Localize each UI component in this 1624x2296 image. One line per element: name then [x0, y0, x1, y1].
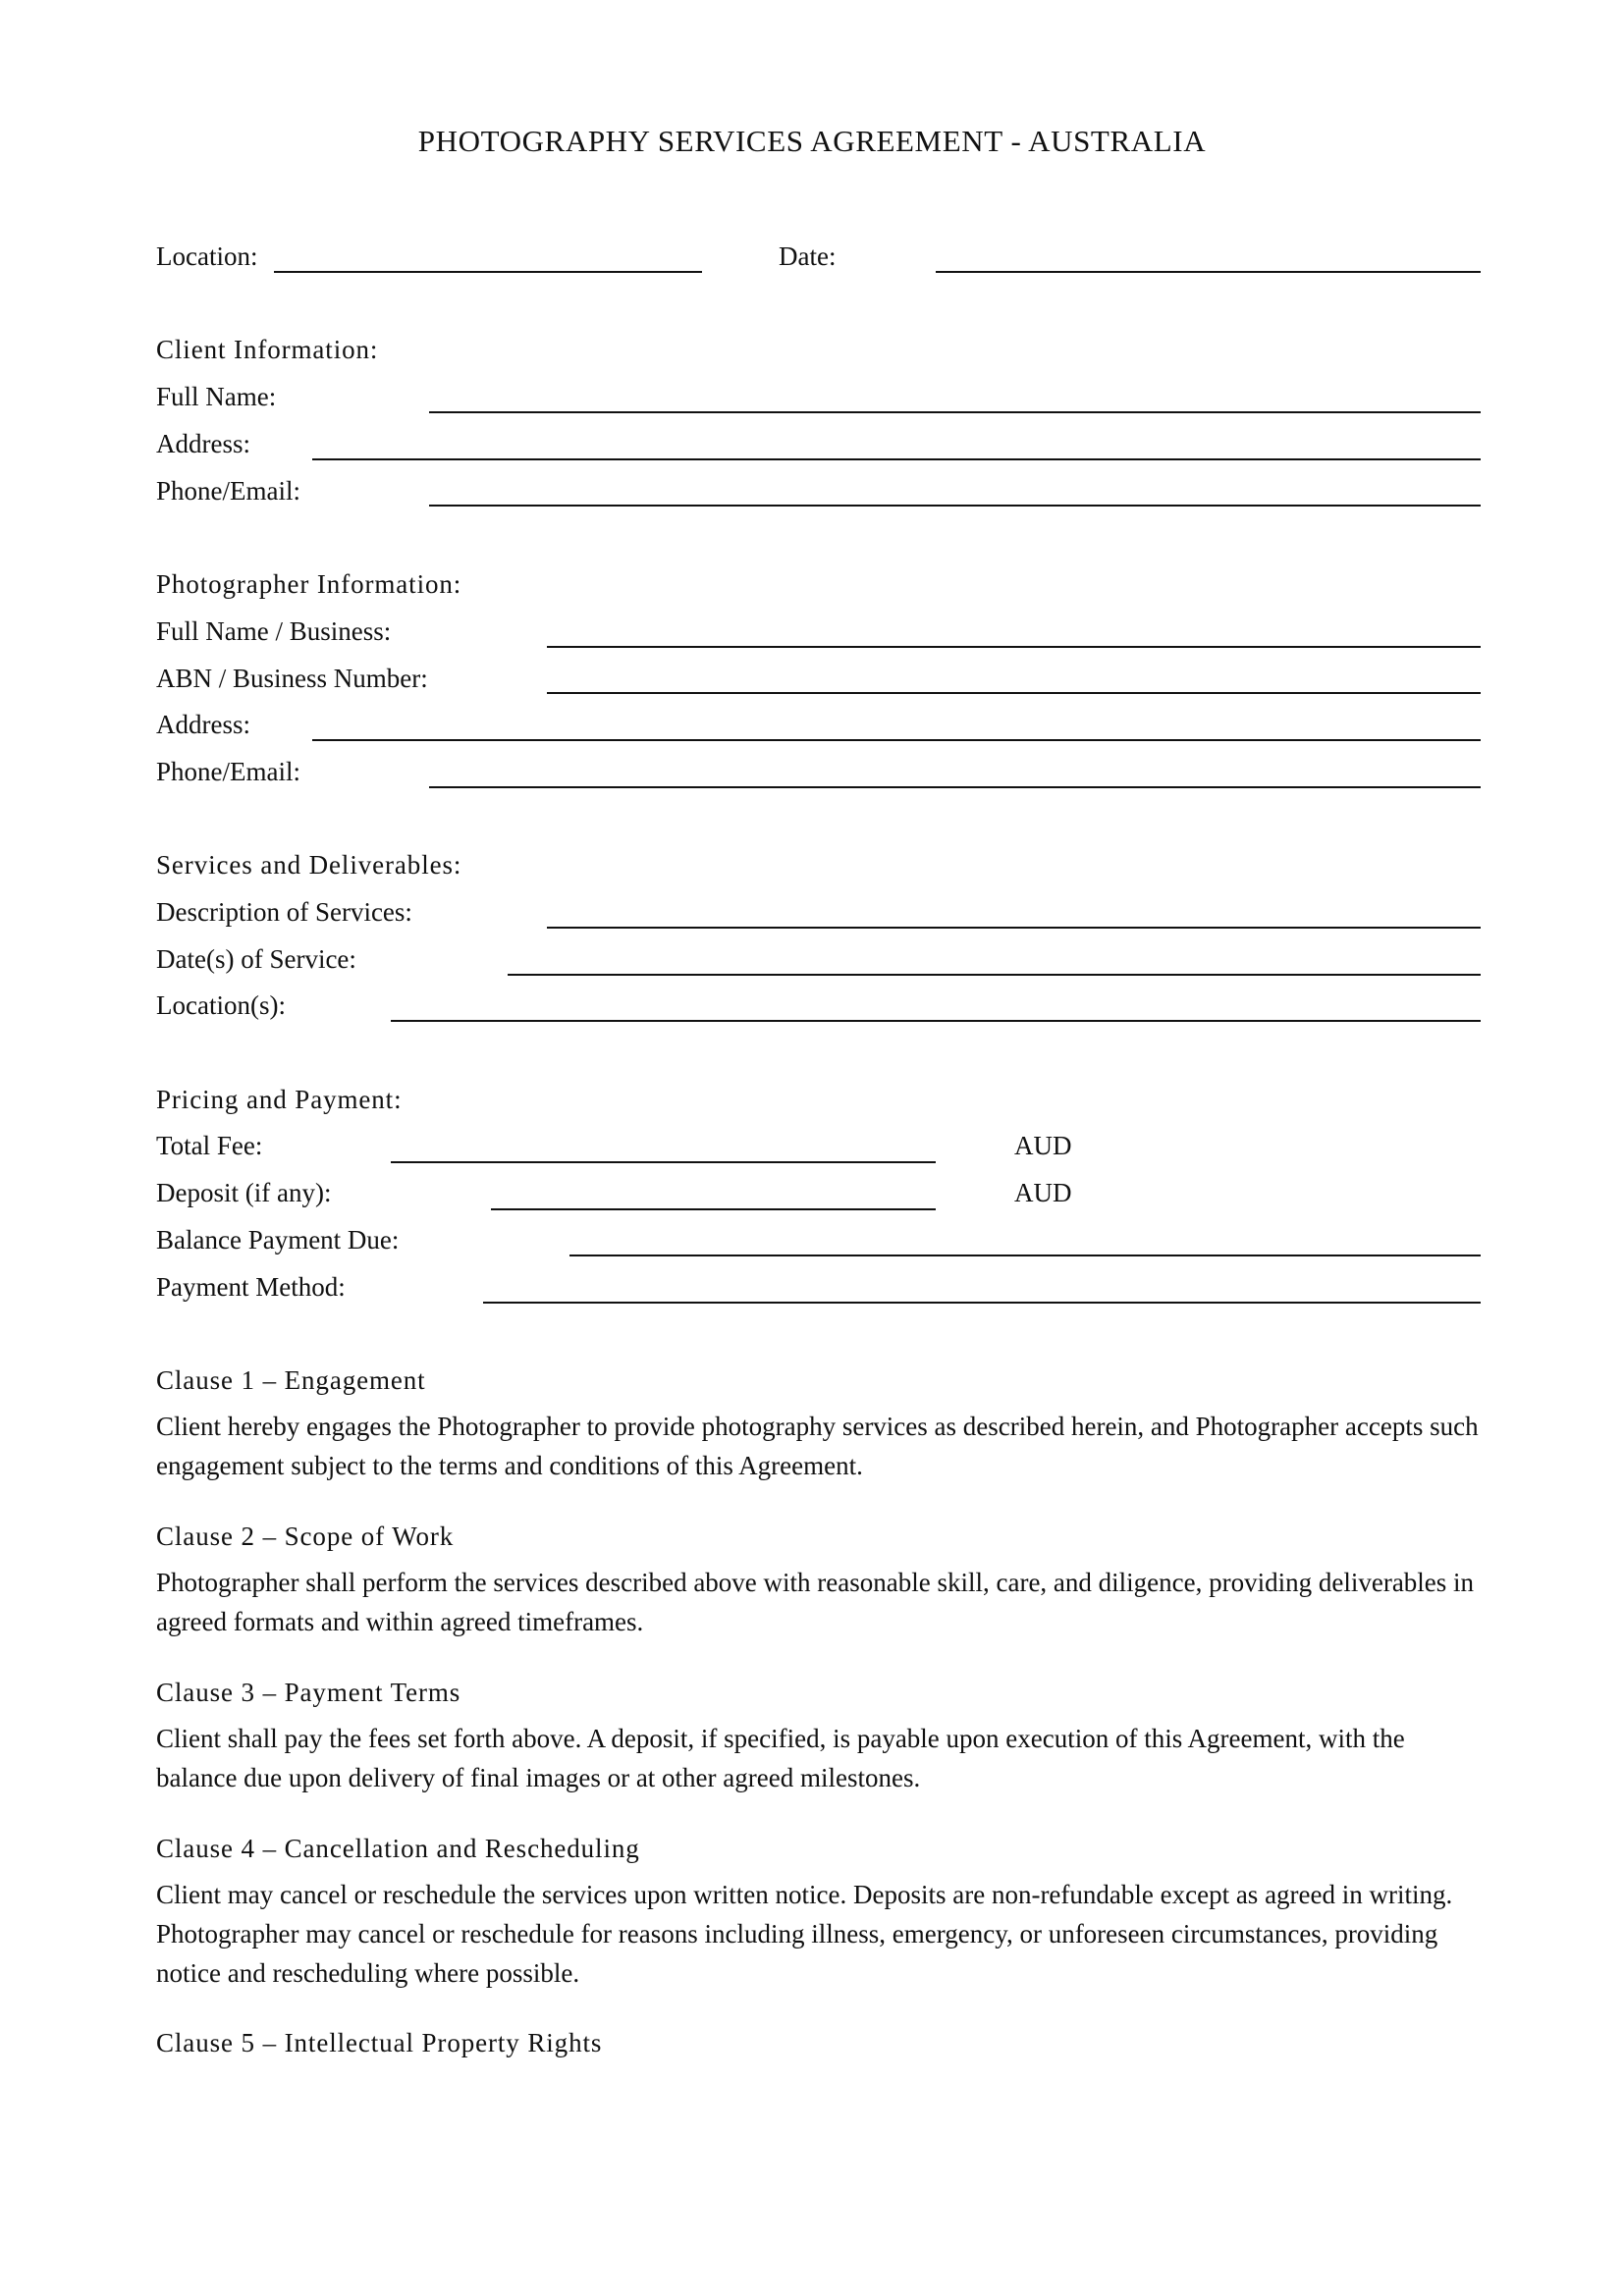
deposit-label: Deposit (if any): — [156, 1178, 332, 1207]
services-locations-line[interactable] — [391, 1020, 1481, 1022]
photographer-name-line[interactable] — [547, 646, 1481, 648]
photographer-abn-line[interactable] — [547, 692, 1481, 694]
client-info-heading: Client Information: — [156, 335, 379, 364]
photographer-info-heading: Photographer Information: — [156, 569, 462, 599]
deposit-currency: AUD — [1014, 1178, 1072, 1207]
photographer-phone-email-label: Phone/Email: — [156, 757, 300, 786]
client-full-name-line[interactable] — [429, 411, 1481, 413]
document-title: PHOTOGRAPHY SERVICES AGREEMENT - AUSTRALIA — [417, 124, 1207, 158]
balance-due-label: Balance Payment Due: — [156, 1225, 400, 1255]
location-input-line[interactable] — [274, 271, 702, 273]
clause-3-heading: Clause 3 – Payment Terms — [156, 1678, 461, 1707]
pricing-heading: Pricing and Payment: — [156, 1085, 403, 1114]
services-description-line[interactable] — [547, 927, 1481, 929]
total-fee-line[interactable] — [391, 1161, 936, 1163]
services-locations-label: Location(s): — [156, 990, 286, 1020]
photographer-address-label: Address: — [156, 710, 250, 739]
total-fee-currency: AUD — [1014, 1131, 1072, 1160]
payment-method-line[interactable] — [483, 1302, 1481, 1304]
services-dates-line[interactable] — [508, 974, 1481, 976]
total-fee-label: Total Fee: — [156, 1131, 263, 1160]
date-input-line[interactable] — [936, 271, 1481, 273]
clause-4-text: Client may cancel or reschedule the services upon written notice. Deposits are non-refundable except as agreed in writing. Photographer may cancel or reschedule for reasons including illness, emergency, or unforeseen circumstances, providing notice and rescheduling where possible. — [156, 1880, 1453, 1988]
clause-2-text: Photographer shall perform the services described above with reasonable skill, care, and diligence, providing deliverables in agreed formats and within agreed timeframes. — [156, 1568, 1475, 1636]
photographer-address-line[interactable] — [312, 739, 1481, 741]
deposit-line[interactable] — [491, 1208, 936, 1210]
client-address-label: Address: — [156, 429, 250, 458]
services-dates-label: Date(s) of Service: — [156, 944, 356, 974]
clause-2-heading: Clause 2 – Scope of Work — [156, 1522, 455, 1551]
clause-4-heading: Clause 4 – Cancellation and Rescheduling — [156, 1834, 640, 1863]
location-label: Location: — [156, 241, 258, 271]
photographer-name-label: Full Name / Business: — [156, 616, 392, 646]
client-full-name-label: Full Name: — [156, 382, 277, 411]
client-address-line[interactable] — [312, 458, 1481, 460]
services-description-label: Description of Services: — [156, 897, 412, 927]
clause-5-heading: Clause 5 – Intellectual Property Rights — [156, 2028, 603, 2057]
date-label: Date: — [779, 241, 837, 271]
photographer-phone-email-line[interactable] — [429, 786, 1481, 788]
photographer-abn-label: ABN / Business Number: — [156, 664, 428, 693]
payment-method-label: Payment Method: — [156, 1272, 346, 1302]
clause-1-heading: Clause 1 – Engagement — [156, 1365, 426, 1395]
client-phone-email-label: Phone/Email: — [156, 476, 300, 506]
clause-3-text: Client shall pay the fees set forth above. A deposit, if specified, is payable upon execution of this Agreement, with the balance due upon delivery of final images or at other agreed milestones. — [156, 1724, 1405, 1792]
clause-1-text: Client hereby engages the Photographer to provide photography services as described herein, and Photographer accepts such engagement subject to the terms and conditions of this Agreement. — [156, 1412, 1479, 1480]
client-phone-email-line[interactable] — [429, 505, 1481, 507]
balance-due-line[interactable] — [569, 1255, 1481, 1256]
services-heading: Services and Deliverables: — [156, 850, 462, 880]
